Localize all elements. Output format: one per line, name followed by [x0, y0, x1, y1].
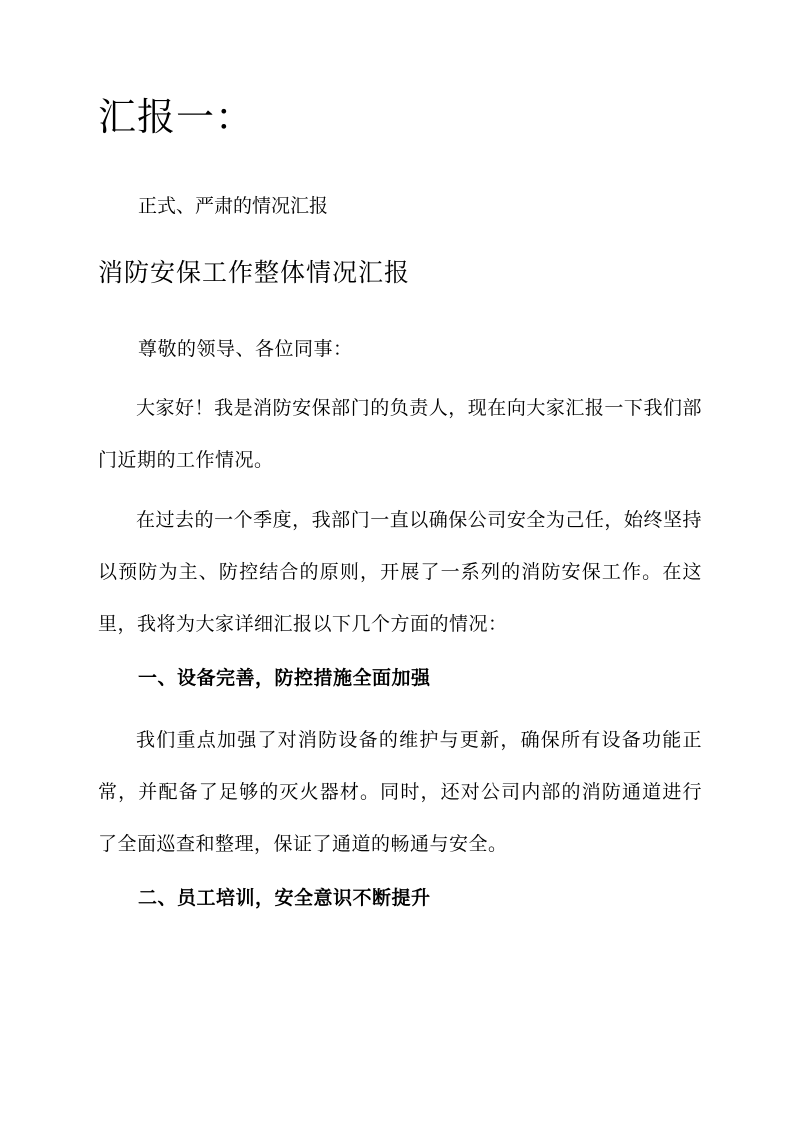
paragraph-intro: 大家好！我是消防安保部门的负责人，现在向大家汇报一下我们部门近期的工作情况。: [98, 397, 702, 471]
document-heading: 汇报一：: [98, 95, 255, 139]
report-title: 消防安保工作整体情况汇报: [98, 258, 411, 287]
paragraph-equipment: 我们重点加强了对消防设备的维护与更新，确保所有设备功能正常，并配备了足够的灭火器材。同时，还对公司内部的消防通道进行了全面巡查和整理，保证了通道的畅通与安全。: [98, 729, 702, 855]
salutation: 尊敬的领导、各位同事：: [138, 338, 353, 360]
section-heading-training: 二、员工培训，安全意识不断提升: [138, 887, 431, 909]
section-heading-equipment: 一、设备完善，防控措施全面加强: [138, 667, 431, 689]
paragraph-overview: 在过去的一个季度，我部门一直以确保公司安全为己任，始终坚持以预防为主、防控结合的原则，开展了一系列的消防安保工作。在这里，我将为大家详细汇报以下几个方面的情况：: [98, 509, 702, 635]
subtitle: 正式、严肃的情况汇报: [138, 195, 329, 217]
